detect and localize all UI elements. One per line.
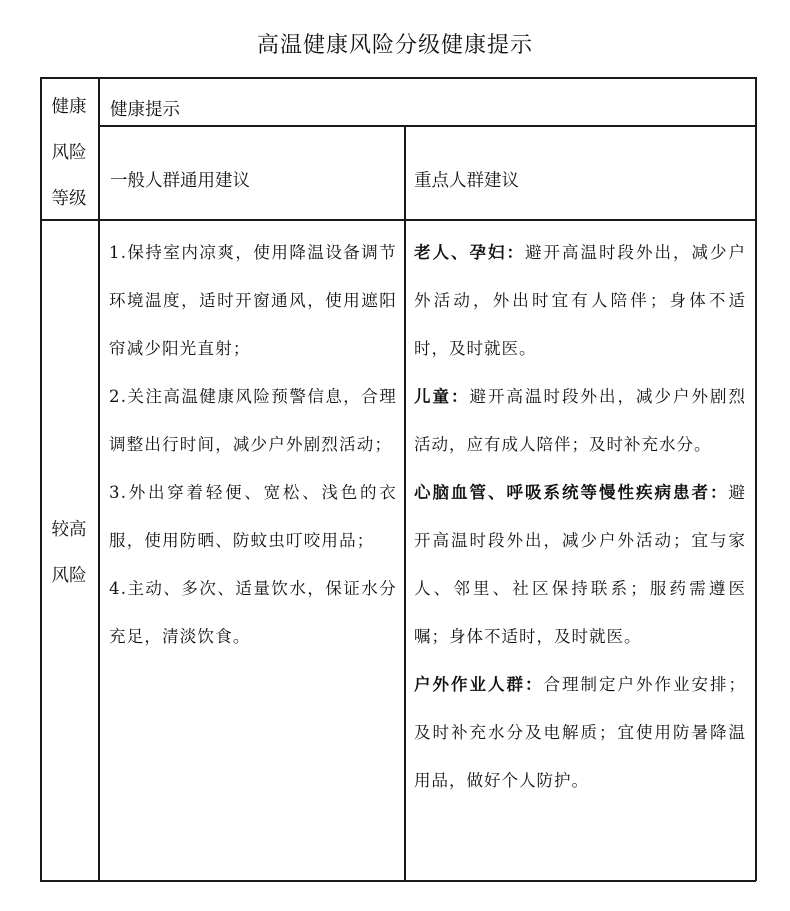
table-top-border xyxy=(40,77,756,79)
key-group-item xyxy=(414,469,746,661)
key-group-text: 避开高温时段外出，减少户外活动；宜与家人、邻里、社区保持联系；服药需遵医嘱；身体不适时，及时就医。 xyxy=(414,483,746,646)
key-group-text: 合理制定户外作业安排；及时补充水分及电解质；宜使用防暑降温用品，做好个人防护。 xyxy=(414,675,746,790)
row-risk-level-line: 较高 xyxy=(51,520,87,540)
header-risk-level xyxy=(40,84,98,222)
general-advice-item: 2.关注高温健康风险预警信息，合理调整出行时间，减少户外剧烈活动； xyxy=(109,387,397,454)
header-risk-level-line: 健康 xyxy=(51,97,87,117)
row-risk-level xyxy=(40,507,98,599)
general-advice-item: 3.外出穿着轻便、宽松、浅色的衣服，使用防晒、防蚊虫叮咬用品； xyxy=(109,483,397,550)
document-title: 高温健康风险分级健康提示 xyxy=(256,33,533,58)
general-advice-cell xyxy=(109,229,397,661)
key-group-item xyxy=(414,373,746,469)
key-group-label: 心脑血管、呼吸系统等慢性疾病患者： xyxy=(414,483,729,502)
key-group-label: 户外作业人群： xyxy=(414,675,544,694)
key-group-label: 儿童： xyxy=(414,387,470,406)
general-advice-item: 4.主动、多次、适量饮水，保证水分充足，清淡饮食。 xyxy=(109,579,397,646)
general-advice-item: 1.保持室内凉爽，使用降温设备调节环境温度，适时开窗通风，使用遮阳帘减少阳光直射； xyxy=(109,243,397,358)
table-bottom-border xyxy=(40,880,756,882)
advice-column-divider xyxy=(404,125,406,881)
header-subdivider xyxy=(98,125,756,127)
header-key-groups: 重点人群建议 xyxy=(414,171,519,191)
key-group-item xyxy=(414,661,746,805)
key-groups-cell xyxy=(414,229,746,805)
header-general-advice: 一般人群通用建议 xyxy=(110,171,250,191)
header-risk-level-line: 风险 xyxy=(51,143,87,163)
row-risk-level-line: 风险 xyxy=(51,566,87,586)
header-health-tips: 健康提示 xyxy=(110,100,180,120)
key-group-text: 避开高温时段外出，减少户外剧烈活动，应有成人陪伴；及时补充水分。 xyxy=(414,387,746,454)
key-group-label: 老人、孕妇： xyxy=(414,243,525,262)
header-bottom-border xyxy=(40,219,756,221)
key-group-item xyxy=(414,229,746,373)
key-group-text: 避开高温时段外出，减少户外活动，外出时宜有人陪伴；身体不适时，及时就医。 xyxy=(414,243,746,358)
header-risk-level-line: 等级 xyxy=(51,189,87,209)
table-right-border xyxy=(755,77,757,881)
risk-column-divider xyxy=(98,77,100,881)
